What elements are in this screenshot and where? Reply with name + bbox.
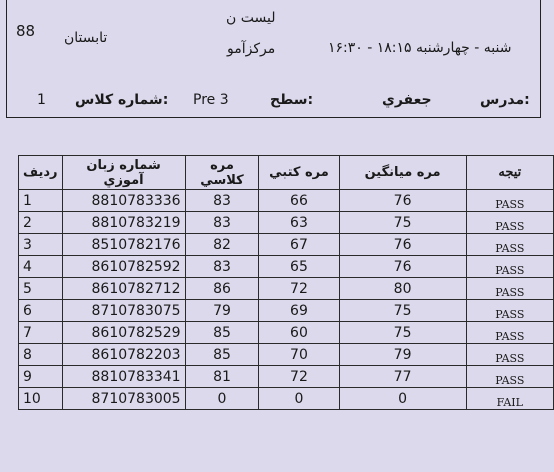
row-number: 7 xyxy=(19,322,63,344)
table-row xyxy=(19,300,554,322)
class-number-label: شماره کلاس: xyxy=(75,92,169,108)
class-score: 86 xyxy=(185,278,259,300)
class-score: 85 xyxy=(185,344,259,366)
result: PASS xyxy=(466,234,553,256)
header-written-score: مره كتبي xyxy=(259,156,339,190)
row-number: 8 xyxy=(19,344,63,366)
average-score: 77 xyxy=(339,366,466,388)
average-score: 76 xyxy=(339,234,466,256)
header-average-score: مره ميانگين xyxy=(339,156,466,190)
table-row xyxy=(19,256,554,278)
written-score: 66 xyxy=(259,190,339,212)
row-number: 5 xyxy=(19,278,63,300)
table-row xyxy=(19,278,554,300)
class-score: 81 xyxy=(185,366,259,388)
average-score: 75 xyxy=(339,300,466,322)
written-score: 60 xyxy=(259,322,339,344)
student-id: 8810783336 xyxy=(62,190,185,212)
level-value: Pre 3 xyxy=(193,92,229,108)
results-table xyxy=(18,155,554,410)
class-schedule: شنبه - چهارشنبه ۱۸:۱۵ - ۱۶:۳۰ xyxy=(328,40,512,56)
student-id: 8610782529 xyxy=(62,322,185,344)
student-id: 8610782592 xyxy=(62,256,185,278)
written-score: 72 xyxy=(259,278,339,300)
written-score: 69 xyxy=(259,300,339,322)
result: PASS xyxy=(466,366,553,388)
level-label: سطح: xyxy=(270,92,314,108)
result: PASS xyxy=(466,278,553,300)
written-score: 70 xyxy=(259,344,339,366)
row-number: 2 xyxy=(19,212,63,234)
average-score: 75 xyxy=(339,212,466,234)
average-score: 76 xyxy=(339,256,466,278)
student-id: 8610782712 xyxy=(62,278,185,300)
center-name: مرکزآمو xyxy=(227,41,276,57)
student-id: 8710783075 xyxy=(62,300,185,322)
result: PASS xyxy=(466,300,553,322)
written-score: 63 xyxy=(259,212,339,234)
result: PASS xyxy=(466,212,553,234)
written-score: 65 xyxy=(259,256,339,278)
class-score: 0 xyxy=(185,388,259,410)
report-title: لیست ن xyxy=(226,10,276,26)
class-score: 85 xyxy=(185,322,259,344)
average-score: 0 xyxy=(339,388,466,410)
header-result: تيجه xyxy=(466,156,553,190)
table-row xyxy=(19,366,554,388)
row-number: 6 xyxy=(19,300,63,322)
header-class-score: مره كلاسي xyxy=(185,156,259,190)
written-score: 72 xyxy=(259,366,339,388)
table-row xyxy=(19,322,554,344)
table-row xyxy=(19,234,554,256)
student-id: 8810783219 xyxy=(62,212,185,234)
average-score: 79 xyxy=(339,344,466,366)
term-season: تابستان xyxy=(64,30,108,46)
header-student-id: شماره زبان آموزي xyxy=(62,156,185,190)
average-score: 80 xyxy=(339,278,466,300)
teacher-name: جعفري xyxy=(382,92,432,108)
written-score: 0 xyxy=(259,388,339,410)
row-number: 1 xyxy=(19,190,63,212)
table-row xyxy=(19,388,554,410)
row-number: 9 xyxy=(19,366,63,388)
written-score: 67 xyxy=(259,234,339,256)
class-score: 83 xyxy=(185,190,259,212)
average-score: 76 xyxy=(339,190,466,212)
class-score: 79 xyxy=(185,300,259,322)
average-score: 75 xyxy=(339,322,466,344)
result: PASS xyxy=(466,256,553,278)
row-number: 10 xyxy=(19,388,63,410)
student-id: 8610782203 xyxy=(62,344,185,366)
student-id: 8810783341 xyxy=(62,366,185,388)
class-score: 83 xyxy=(185,256,259,278)
class-number-value: 1 xyxy=(37,92,46,108)
report-number: 88 xyxy=(16,22,36,40)
header-row-number: ردیف xyxy=(19,156,63,190)
class-score: 83 xyxy=(185,212,259,234)
result: PASS xyxy=(466,344,553,366)
result: FAIL xyxy=(466,388,553,410)
row-number: 4 xyxy=(19,256,63,278)
table-row xyxy=(19,190,554,212)
table-row xyxy=(19,212,554,234)
student-id: 8510782176 xyxy=(62,234,185,256)
table-header-row xyxy=(19,156,554,190)
table-row xyxy=(19,344,554,366)
student-id: 8710783005 xyxy=(62,388,185,410)
teacher-label: مدرس: xyxy=(480,92,530,108)
result: PASS xyxy=(466,190,553,212)
row-number: 3 xyxy=(19,234,63,256)
result: PASS xyxy=(466,322,553,344)
class-score: 82 xyxy=(185,234,259,256)
